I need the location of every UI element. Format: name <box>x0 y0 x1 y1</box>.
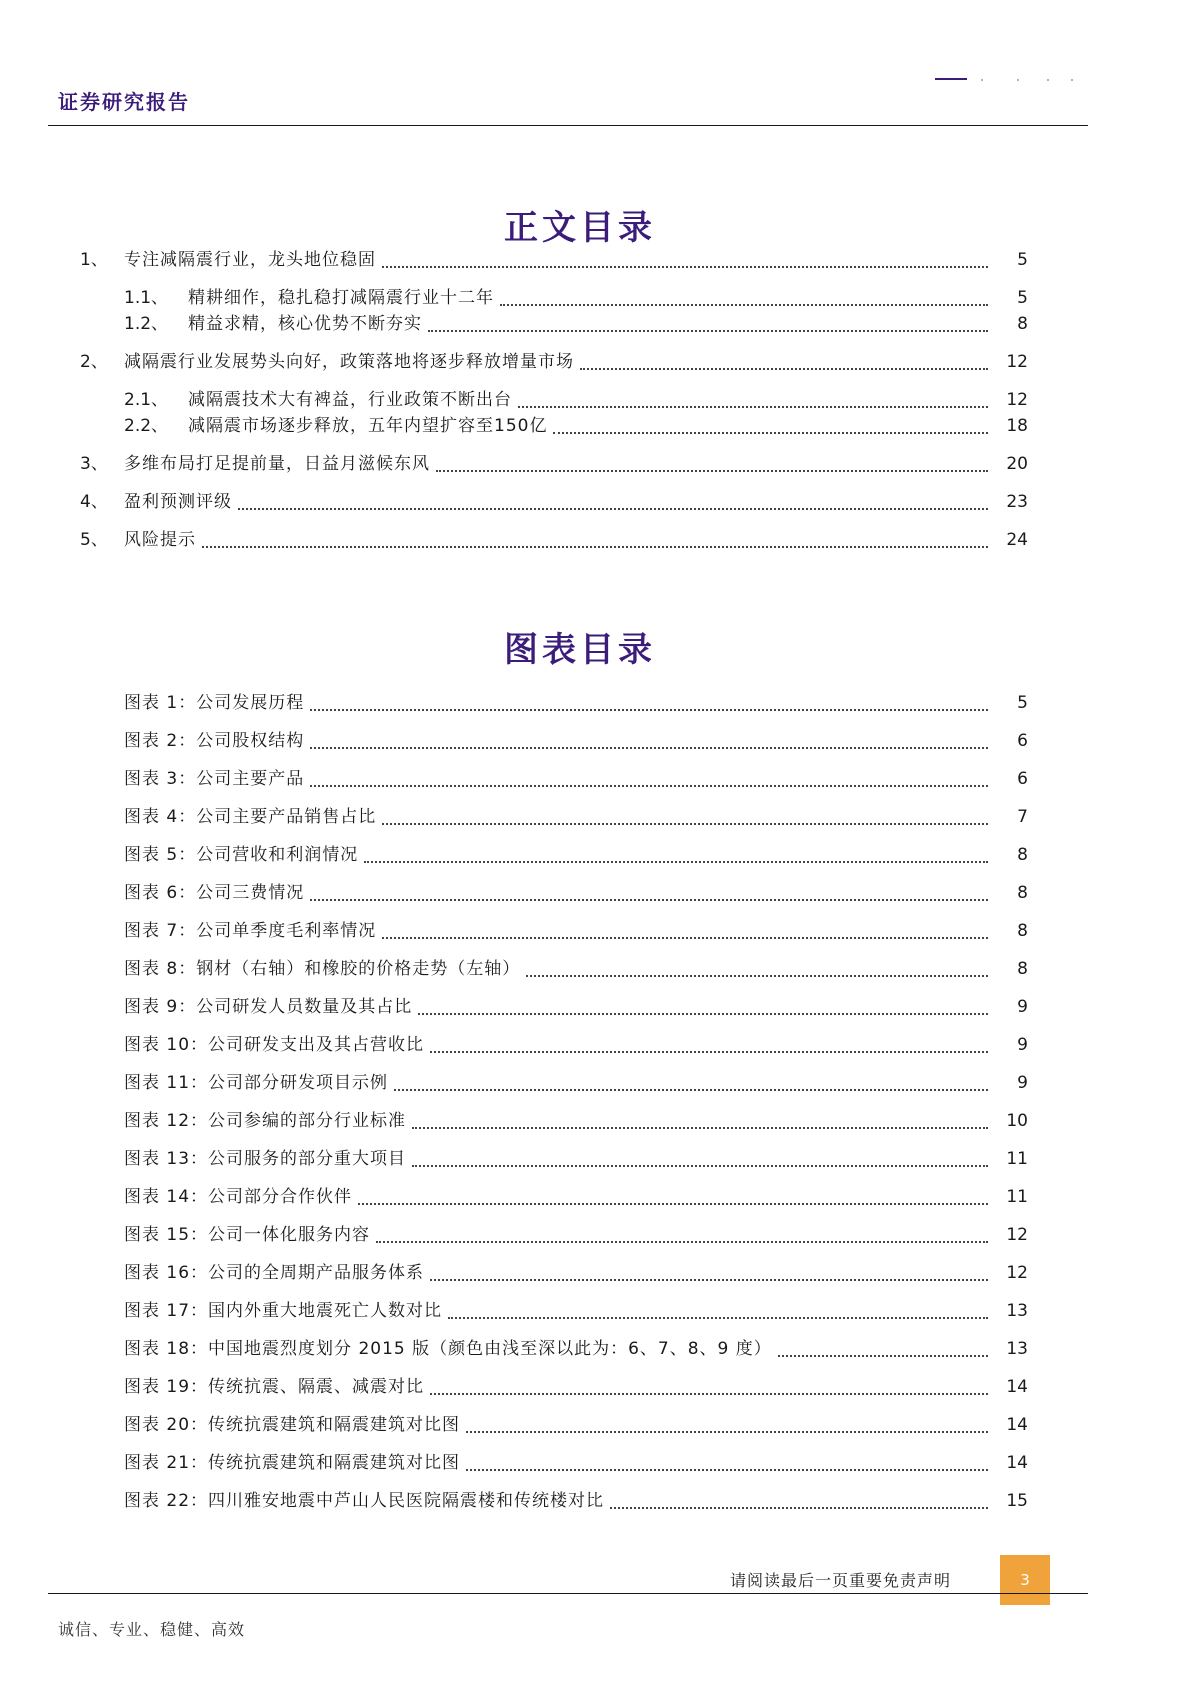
page-number-badge: 3 <box>1000 1555 1050 1605</box>
figure-entry[interactable] <box>124 1222 1028 1248</box>
header-divider <box>48 125 1088 126</box>
figure-entry-text: 图表 2：公司股权结构 <box>124 731 305 751</box>
dot-leader <box>364 860 988 863</box>
toc-entry-text: 精耕细作，稳扎稳打减隔震行业十二年 <box>188 288 494 308</box>
dot-leader <box>448 1316 988 1319</box>
dot-leader <box>358 1202 988 1205</box>
dot-leader <box>202 545 988 548</box>
toc-entry-text: 减隔震行业发展势头向好，政策落地将逐步释放增量市场 <box>124 352 574 372</box>
figure-entry-page: 8 <box>1017 959 1028 979</box>
report-type-title: 证券研究报告 <box>58 90 190 114</box>
dot-leader <box>418 1012 988 1015</box>
toc-entry-page: 20 <box>1006 454 1028 474</box>
dot-leader <box>436 469 988 472</box>
figure-entry-text: 图表 1：公司发展历程 <box>124 693 305 713</box>
figure-entry-text: 图表 19：传统抗震、隔震、减震对比 <box>124 1377 425 1397</box>
figure-entry-text: 图表 7：公司单季度毛利率情况 <box>124 921 377 941</box>
figure-entry[interactable] <box>124 1108 1028 1134</box>
toc-entry-text: 盈利预测评级 <box>124 492 232 512</box>
toc-entry-text: 精益求精，核心优势不断夯实 <box>188 314 422 334</box>
dot-leader <box>376 1240 988 1243</box>
figure-entry-text: 图表 4：公司主要产品销售占比 <box>124 807 377 827</box>
company-motto: 诚信、专业、稳健、高效 <box>58 1620 246 1639</box>
dot-leader <box>610 1506 988 1509</box>
toc-entry-number: 1、 <box>80 250 108 270</box>
figure-entry[interactable] <box>124 1070 1028 1096</box>
figure-entry-page: 8 <box>1017 921 1028 941</box>
dot-leader <box>466 1430 988 1433</box>
figure-entry-page: 8 <box>1017 883 1028 903</box>
figure-entry[interactable] <box>124 728 1028 754</box>
figure-entry-page: 11 <box>1006 1149 1028 1169</box>
figure-entry-text: 图表 6：公司三费情况 <box>124 883 305 903</box>
figure-entry-text: 图表 14：公司部分合作伙伴 <box>124 1187 353 1207</box>
toc-entry-text: 减隔震市场逐步释放，五年内望扩容至150亿 <box>188 416 548 436</box>
toc-entry-page: 8 <box>1017 314 1028 334</box>
figure-entry-page: 7 <box>1017 807 1028 827</box>
dot-leader <box>310 708 988 711</box>
figure-entry-page: 10 <box>1006 1111 1028 1131</box>
toc-entry-page: 24 <box>1006 530 1028 550</box>
toc-title: 正文目录 <box>504 208 656 248</box>
figure-entry-page: 11 <box>1006 1187 1028 1207</box>
figure-entry-page: 9 <box>1017 1035 1028 1055</box>
figure-entry[interactable] <box>124 1412 1028 1438</box>
figure-entry-page: 9 <box>1017 997 1028 1017</box>
figure-entry-text: 图表 22：四川雅安地震中芦山人民医院隔震楼和传统楼对比 <box>124 1491 605 1511</box>
figure-entry-text: 图表 18：中国地震烈度划分 2015 版（颜色由浅至深以此为：6、7、8、9 度） <box>124 1339 772 1359</box>
figure-entry[interactable] <box>124 690 1028 716</box>
figure-entry-page: 15 <box>1006 1491 1028 1511</box>
toc-entry[interactable] <box>124 387 1028 413</box>
dot-leader <box>518 405 988 408</box>
toc-entry-number: 1.2、 <box>124 314 169 334</box>
dot-leader <box>778 1354 988 1357</box>
toc-entry-text: 风险提示 <box>124 530 196 550</box>
toc-entry-page: 23 <box>1006 492 1028 512</box>
dot-leader <box>412 1126 988 1129</box>
dot-leader <box>382 936 988 939</box>
figure-entry-page: 12 <box>1006 1263 1028 1283</box>
figure-entry-page: 6 <box>1017 769 1028 789</box>
toc-entry-page: 5 <box>1017 288 1028 308</box>
figure-entry-page: 14 <box>1006 1377 1028 1397</box>
figure-entry-text: 图表 12：公司参编的部分行业标准 <box>124 1111 407 1131</box>
toc-entry-text: 专注减隔震行业，龙头地位稳固 <box>124 250 376 270</box>
dot-leader <box>412 1164 988 1167</box>
dot-leader <box>553 431 988 434</box>
figure-entry[interactable] <box>124 1032 1028 1058</box>
figure-entry-text: 图表 8：钢材（右轴）和橡胶的价格走势（左轴） <box>124 959 521 979</box>
toc-entry-number: 2.2、 <box>124 416 169 436</box>
dot-leader <box>430 1392 988 1395</box>
figure-entry[interactable] <box>124 842 1028 868</box>
toc-entry-page: 12 <box>1006 390 1028 410</box>
dot-leader <box>394 1088 988 1091</box>
toc-entry[interactable] <box>124 311 1028 337</box>
figure-entry[interactable] <box>124 918 1028 944</box>
figure-entry-text: 图表 11：公司部分研发项目示例 <box>124 1073 389 1093</box>
toc-entry-text: 减隔震技术大有裨益，行业政策不断出台 <box>188 390 512 410</box>
toc-entry-number: 1.1、 <box>124 288 169 308</box>
figure-entry-page: 5 <box>1017 693 1028 713</box>
toc-entry-page: 18 <box>1006 416 1028 436</box>
dot-leader <box>238 507 988 510</box>
toc-entry[interactable] <box>80 451 1028 477</box>
footer-divider <box>48 1593 1088 1594</box>
toc-entry-number: 2.1、 <box>124 390 169 410</box>
toc-entry[interactable] <box>80 247 1028 273</box>
figure-entry[interactable] <box>124 1298 1028 1324</box>
dot-leader <box>430 1050 988 1053</box>
figure-entry[interactable] <box>124 880 1028 906</box>
dot-leader <box>310 746 988 749</box>
dot-leader <box>580 367 988 370</box>
dot-leader <box>526 974 988 977</box>
figure-entry-text: 图表 21：传统抗震建筑和隔震建筑对比图 <box>124 1453 461 1473</box>
dot-leader <box>382 822 988 825</box>
dot-leader <box>382 265 988 268</box>
figure-entry-page: 13 <box>1006 1339 1028 1359</box>
figure-entry[interactable] <box>124 1184 1028 1210</box>
figure-entry[interactable] <box>124 766 1028 792</box>
dot-leader <box>310 784 988 787</box>
figure-entry[interactable] <box>124 1336 1028 1362</box>
figure-entry-text: 图表 3：公司主要产品 <box>124 769 305 789</box>
figure-entry[interactable] <box>124 1450 1028 1476</box>
dot-leader <box>430 1278 988 1281</box>
toc-entry-text: 多维布局打足提前量，日益月滋候东风 <box>124 454 430 474</box>
figure-entry[interactable] <box>124 804 1028 830</box>
figure-entry-text: 图表 15：公司一体化服务内容 <box>124 1225 371 1245</box>
toc-entry-number: 3、 <box>80 454 108 474</box>
figure-entry-page: 14 <box>1006 1415 1028 1435</box>
toc-entry-number: 4、 <box>80 492 108 512</box>
figure-entry-page: 9 <box>1017 1073 1028 1093</box>
figure-entry[interactable] <box>124 994 1028 1020</box>
figure-entry-text: 图表 16：公司的全周期产品服务体系 <box>124 1263 425 1283</box>
figure-entry-page: 14 <box>1006 1453 1028 1473</box>
toc-entry-number: 5、 <box>80 530 108 550</box>
dot-leader <box>310 898 988 901</box>
toc-entry-page: 5 <box>1017 250 1028 270</box>
figure-entry-text: 图表 5：公司营收和利润情况 <box>124 845 359 865</box>
figure-entry-text: 图表 17：国内外重大地震死亡人数对比 <box>124 1301 443 1321</box>
toc-entry-number: 2、 <box>80 352 108 372</box>
figure-entry[interactable] <box>124 1374 1028 1400</box>
figure-entry[interactable] <box>124 1488 1028 1514</box>
figure-entry[interactable] <box>124 1260 1028 1286</box>
toc-entry[interactable] <box>80 527 1028 553</box>
toc-entry[interactable] <box>124 413 1028 439</box>
toc-entry-page: 12 <box>1006 352 1028 372</box>
figure-entry-text: 图表 10：公司研发支出及其占营收比 <box>124 1035 425 1055</box>
figure-entry-page: 13 <box>1006 1301 1028 1321</box>
figure-entry[interactable] <box>124 1146 1028 1172</box>
figure-entry-text: 图表 9：公司研发人员数量及其占比 <box>124 997 413 1017</box>
toc-entry[interactable] <box>124 285 1028 311</box>
figure-entry-page: 6 <box>1017 731 1028 751</box>
disclaimer-notice: 请阅读最后一页重要免责声明 <box>730 1571 952 1590</box>
figure-entry-page: 8 <box>1017 845 1028 865</box>
toc-entry[interactable] <box>80 349 1028 375</box>
figure-entry-text: 图表 20：传统抗震建筑和隔震建筑对比图 <box>124 1415 461 1435</box>
figure-list-title: 图表目录 <box>504 630 656 670</box>
dot-leader <box>500 303 988 306</box>
dot-leader <box>466 1468 988 1471</box>
figure-entry-page: 12 <box>1006 1225 1028 1245</box>
dot-leader <box>428 329 988 332</box>
header-decoration <box>935 78 1075 84</box>
figure-entry[interactable] <box>124 956 1028 982</box>
toc-entry[interactable] <box>80 489 1028 515</box>
figure-entry-text: 图表 13：公司服务的部分重大项目 <box>124 1149 407 1169</box>
